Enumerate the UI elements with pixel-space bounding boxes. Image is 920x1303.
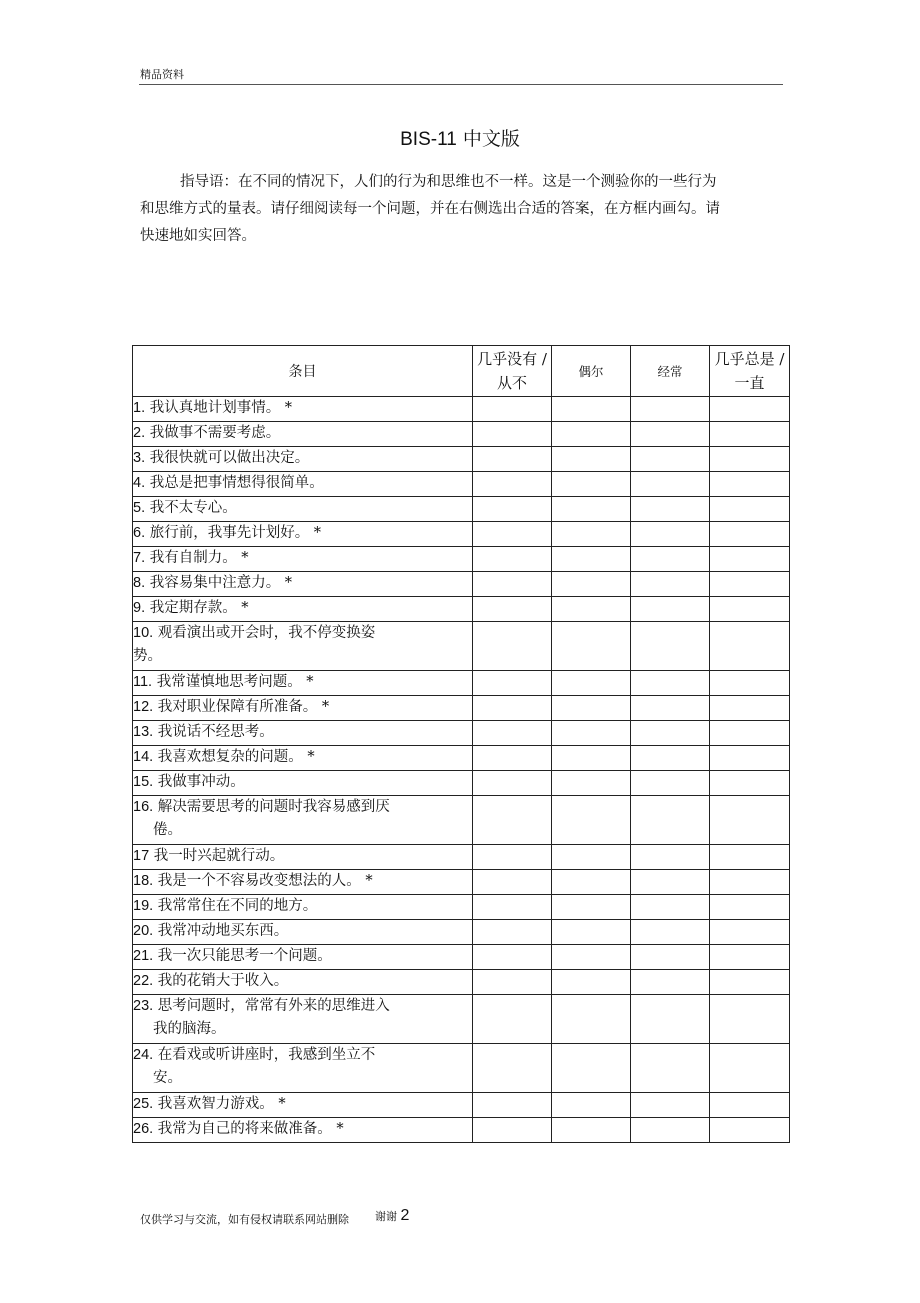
item-number: 7. — [133, 550, 146, 566]
answer-box-never[interactable] — [473, 1044, 552, 1093]
answer-box-always[interactable] — [710, 945, 790, 970]
item-text — [133, 597, 473, 622]
answer-box-occasionally[interactable] — [552, 945, 631, 970]
answer-box-always[interactable] — [710, 497, 790, 522]
footer-page — [375, 1207, 409, 1225]
answer-box-occasionally[interactable] — [552, 572, 631, 597]
footer-note: 仅供学习与交流，如有侵权请联系网站删除 — [140, 1213, 349, 1226]
answer-box-often[interactable] — [631, 397, 710, 422]
answer-box-often[interactable] — [631, 945, 710, 970]
item-line — [133, 472, 472, 495]
table-row — [133, 1118, 790, 1143]
header-divider — [139, 84, 783, 85]
answer-box-often[interactable] — [631, 696, 710, 721]
answer-box-always[interactable] — [710, 920, 790, 945]
item-statement: 我总是把事情想得很简单。 — [149, 475, 324, 491]
answer-box-occasionally[interactable] — [552, 547, 631, 572]
item-number: 15. — [133, 774, 154, 790]
table-row — [133, 497, 790, 522]
column-header-always: 几乎总是 /一直 — [710, 346, 790, 397]
item-text — [133, 970, 473, 995]
item-statement: 我做事冲动。 — [157, 774, 245, 790]
footer-thanks: 谢谢 — [375, 1210, 397, 1223]
item-number: 5. — [133, 500, 146, 516]
item-number: 4. — [133, 475, 146, 491]
item-text — [133, 422, 473, 447]
item-line — [133, 796, 472, 819]
answer-box-always[interactable] — [710, 845, 790, 870]
item-statement: 我常为自己的将来做准备。 * — [157, 1121, 344, 1137]
item-statement: 解决需要思考的问题时我容易感到厌 — [157, 799, 390, 815]
item-statement: 我常冲动地买东西。 — [157, 923, 289, 939]
item-text — [133, 995, 473, 1044]
table-row — [133, 696, 790, 721]
item-statement: 思考问题时，常常有外来的思维进入 — [157, 998, 390, 1014]
answer-box-often[interactable] — [631, 1093, 710, 1118]
answer-box-never[interactable] — [473, 945, 552, 970]
answer-box-often[interactable] — [631, 497, 710, 522]
item-text — [133, 870, 473, 895]
item-statement: 我常谨慎地思考问题。 * — [156, 674, 314, 690]
answer-box-never[interactable] — [473, 522, 552, 547]
answer-box-often[interactable] — [631, 796, 710, 845]
answer-box-never[interactable] — [473, 970, 552, 995]
answer-box-always[interactable] — [710, 870, 790, 895]
answer-box-always[interactable] — [710, 796, 790, 845]
answer-box-occasionally[interactable] — [552, 397, 631, 422]
column-header-never: 几乎没有 /从不 — [473, 346, 552, 397]
answer-box-always[interactable] — [710, 895, 790, 920]
item-text — [133, 845, 473, 870]
item-statement-continued: 我的脑海。 — [153, 1021, 226, 1037]
answer-box-often[interactable] — [631, 597, 710, 622]
answer-box-never[interactable] — [473, 895, 552, 920]
answer-box-never[interactable] — [473, 671, 552, 696]
item-statement: 我对职业保障有所准备。 * — [157, 699, 330, 715]
item-line — [133, 746, 472, 769]
answer-box-occasionally[interactable] — [552, 920, 631, 945]
item-line — [133, 597, 472, 620]
item-line — [133, 397, 472, 420]
answer-box-never[interactable] — [473, 995, 552, 1044]
answer-box-occasionally[interactable] — [552, 447, 631, 472]
table-row — [133, 1044, 790, 1093]
item-text — [133, 1044, 473, 1093]
answer-box-often[interactable] — [631, 895, 710, 920]
item-statement: 我喜欢想复杂的问题。 * — [157, 749, 315, 765]
answer-box-never[interactable] — [473, 870, 552, 895]
item-line — [133, 995, 472, 1018]
item-line — [133, 497, 472, 520]
item-line — [133, 572, 472, 595]
item-statement: 我一时兴起就行动。 — [153, 848, 285, 864]
item-statement-continued: 倦。 — [153, 822, 182, 838]
item-line — [133, 870, 472, 893]
item-text — [133, 696, 473, 721]
answer-box-never[interactable] — [473, 547, 552, 572]
answer-box-often[interactable] — [631, 920, 710, 945]
answer-box-always[interactable] — [710, 1044, 790, 1093]
table-row — [133, 771, 790, 796]
answer-box-often[interactable] — [631, 422, 710, 447]
answer-box-occasionally[interactable] — [552, 622, 631, 671]
answer-box-always[interactable] — [710, 597, 790, 622]
item-number: 10. — [133, 625, 154, 641]
table-row — [133, 920, 790, 945]
table-row — [133, 995, 790, 1044]
item-text — [133, 522, 473, 547]
item-text — [133, 547, 473, 572]
answer-box-occasionally[interactable] — [552, 995, 631, 1044]
answer-box-often[interactable] — [631, 845, 710, 870]
table-row — [133, 572, 790, 597]
answer-box-often[interactable] — [631, 671, 710, 696]
table-header-row — [133, 346, 790, 397]
title-cjk: 中文版 — [462, 128, 520, 150]
item-statement: 我的花销大于收入。 — [157, 973, 289, 989]
answer-box-often[interactable] — [631, 995, 710, 1044]
answer-box-often[interactable] — [631, 746, 710, 771]
answer-box-always[interactable] — [710, 397, 790, 422]
table-row — [133, 472, 790, 497]
item-text — [133, 771, 473, 796]
item-text — [133, 671, 473, 696]
answer-box-often[interactable] — [631, 572, 710, 597]
answer-box-always[interactable] — [710, 970, 790, 995]
answer-box-always[interactable] — [710, 522, 790, 547]
answer-box-often[interactable] — [631, 522, 710, 547]
item-number: 13. — [133, 724, 154, 740]
item-number: 26. — [133, 1121, 154, 1137]
answer-box-occasionally[interactable] — [552, 746, 631, 771]
item-text — [133, 1093, 473, 1118]
header-label: 精品资料 — [140, 68, 184, 81]
instructions — [140, 169, 720, 250]
instructions-text: 指导语：在不同的情况下，人们的行为和思维也不一样。这是一个测验你的一些行为和思维方式的量表。请仔细阅读每一个问题，并在右侧选出合适的答案，在方框内画勾。请快速地如实回答。 — [140, 174, 720, 244]
answer-box-always[interactable] — [710, 771, 790, 796]
item-text — [133, 746, 473, 771]
item-number: 25. — [133, 1096, 154, 1112]
item-line — [133, 721, 472, 744]
answer-box-occasionally[interactable] — [552, 895, 631, 920]
table-row — [133, 597, 790, 622]
item-statement: 观看演出或开会时，我不停变换姿 — [157, 625, 376, 641]
item-number: 9. — [133, 600, 146, 616]
answer-box-often[interactable] — [631, 1118, 710, 1143]
item-text — [133, 920, 473, 945]
answer-box-never[interactable] — [473, 497, 552, 522]
table-row — [133, 522, 790, 547]
item-line — [133, 771, 472, 794]
answer-box-often[interactable] — [631, 721, 710, 746]
item-statement: 我常常住在不同的地方。 — [157, 898, 318, 914]
item-number: 16. — [133, 799, 154, 815]
item-line — [133, 547, 472, 570]
item-number: 24. — [133, 1047, 154, 1063]
answer-box-always[interactable] — [710, 746, 790, 771]
answer-box-often[interactable] — [631, 447, 710, 472]
item-text — [133, 945, 473, 970]
answer-box-never[interactable] — [473, 721, 552, 746]
answer-box-occasionally[interactable] — [552, 845, 631, 870]
answer-box-never[interactable] — [473, 920, 552, 945]
answer-box-occasionally[interactable] — [552, 870, 631, 895]
item-line — [133, 895, 472, 918]
item-line — [133, 671, 472, 694]
item-line — [133, 696, 472, 719]
answer-box-always[interactable] — [710, 472, 790, 497]
item-text — [133, 497, 473, 522]
answer-box-occasionally[interactable] — [552, 721, 631, 746]
item-statement: 我一次只能思考一个问题。 — [157, 948, 332, 964]
item-number: 21. — [133, 948, 154, 964]
answer-box-never[interactable] — [473, 796, 552, 845]
item-text — [133, 572, 473, 597]
answer-box-occasionally[interactable] — [552, 796, 631, 845]
answer-box-occasionally[interactable] — [552, 472, 631, 497]
item-number: 12. — [133, 699, 154, 715]
table-row — [133, 945, 790, 970]
item-statement: 我说话不经思考。 — [157, 724, 274, 740]
answer-box-always[interactable] — [710, 1093, 790, 1118]
item-number: 18. — [133, 873, 154, 889]
answer-box-never[interactable] — [473, 572, 552, 597]
item-statement: 旅行前，我事先计划好。 * — [149, 525, 322, 541]
item-text — [133, 472, 473, 497]
answer-box-often[interactable] — [631, 622, 710, 671]
answer-box-never[interactable] — [473, 622, 552, 671]
item-statement: 我喜欢智力游戏。 * — [157, 1096, 286, 1112]
item-number: 3. — [133, 450, 146, 466]
page-title — [0, 124, 920, 151]
questionnaire-table — [132, 345, 790, 1143]
answer-box-often[interactable] — [631, 472, 710, 497]
answer-box-never[interactable] — [473, 1118, 552, 1143]
page-number: 2 — [400, 1207, 410, 1224]
item-number: 20. — [133, 923, 154, 939]
item-number: 14. — [133, 749, 154, 765]
answer-box-always[interactable] — [710, 995, 790, 1044]
item-text — [133, 721, 473, 746]
answer-box-occasionally[interactable] — [552, 422, 631, 447]
item-line — [133, 920, 472, 943]
answer-box-occasionally[interactable] — [552, 1093, 631, 1118]
answer-box-never[interactable] — [473, 746, 552, 771]
answer-box-never[interactable] — [473, 447, 552, 472]
answer-box-always[interactable] — [710, 671, 790, 696]
answer-box-never[interactable] — [473, 397, 552, 422]
item-statement-continued: 势。 — [133, 648, 162, 664]
item-text — [133, 397, 473, 422]
item-line — [133, 522, 472, 545]
answer-box-occasionally[interactable] — [552, 497, 631, 522]
item-statement: 我做事不需要考虑。 — [149, 425, 281, 441]
answer-box-occasionally[interactable] — [552, 671, 631, 696]
item-line — [133, 422, 472, 445]
item-line — [133, 1093, 472, 1116]
answer-box-occasionally[interactable] — [552, 522, 631, 547]
item-text — [133, 1118, 473, 1143]
item-line — [133, 622, 472, 645]
answer-box-never[interactable] — [473, 597, 552, 622]
column-header-occasionally: 偶尔 — [552, 346, 631, 397]
item-number: 22. — [133, 973, 154, 989]
answer-box-often[interactable] — [631, 1044, 710, 1093]
item-text — [133, 622, 473, 671]
item-line — [133, 447, 472, 470]
table-row — [133, 622, 790, 671]
table-row — [133, 970, 790, 995]
item-text — [133, 447, 473, 472]
item-line — [133, 945, 472, 968]
item-statement: 在看戏或听讲座时，我感到坐立不 — [157, 1047, 376, 1063]
answer-box-occasionally[interactable] — [552, 597, 631, 622]
table-row — [133, 845, 790, 870]
table-row — [133, 447, 790, 472]
item-line — [133, 970, 472, 993]
item-number: 8. — [133, 575, 146, 591]
answer-box-often[interactable] — [631, 547, 710, 572]
item-statement: 我定期存款。 * — [149, 600, 249, 616]
item-text — [133, 796, 473, 845]
table-row — [133, 796, 790, 845]
table-row — [133, 895, 790, 920]
item-statement: 我很快就可以做出决定。 — [149, 450, 310, 466]
item-statement: 我是一个不容易改变想法的人。 * — [157, 873, 373, 889]
answer-box-occasionally[interactable] — [552, 696, 631, 721]
answer-box-often[interactable] — [631, 771, 710, 796]
column-header-item: 条目 — [133, 346, 473, 397]
item-statement-continued: 安。 — [153, 1070, 182, 1086]
item-text — [133, 895, 473, 920]
table-row — [133, 870, 790, 895]
item-number: 17 — [133, 848, 150, 864]
item-number: 11. — [133, 674, 153, 690]
answer-box-often[interactable] — [631, 970, 710, 995]
answer-box-occasionally[interactable] — [552, 1118, 631, 1143]
answer-box-never[interactable] — [473, 771, 552, 796]
answer-box-always[interactable] — [710, 447, 790, 472]
table-row — [133, 671, 790, 696]
item-line — [133, 1044, 472, 1067]
answer-box-never[interactable] — [473, 845, 552, 870]
item-number: 19. — [133, 898, 154, 914]
answer-box-occasionally[interactable] — [552, 771, 631, 796]
item-statement: 我容易集中注意力。 * — [149, 575, 293, 591]
answer-box-always[interactable] — [710, 547, 790, 572]
answer-box-never[interactable] — [473, 422, 552, 447]
column-header-often: 经常 — [631, 346, 710, 397]
answer-box-always[interactable] — [710, 721, 790, 746]
item-number: 23. — [133, 998, 154, 1014]
item-statement: 我不太专心。 — [149, 500, 237, 516]
item-statement: 我认真地计划事情。 * — [149, 400, 293, 416]
table-row — [133, 721, 790, 746]
item-line — [133, 845, 472, 868]
answer-box-often[interactable] — [631, 870, 710, 895]
table-row — [133, 547, 790, 572]
answer-box-occasionally[interactable] — [552, 970, 631, 995]
answer-box-always[interactable] — [710, 422, 790, 447]
table-row — [133, 422, 790, 447]
item-number: 6. — [133, 525, 146, 541]
table-row — [133, 1093, 790, 1118]
answer-box-never[interactable] — [473, 472, 552, 497]
title-latin: BIS-11 — [400, 129, 457, 150]
answer-box-never[interactable] — [473, 696, 552, 721]
item-number: 2. — [133, 425, 146, 441]
answer-box-always[interactable] — [710, 572, 790, 597]
item-number: 1. — [133, 400, 146, 416]
table-row — [133, 746, 790, 771]
answer-box-never[interactable] — [473, 1093, 552, 1118]
item-line — [133, 1118, 472, 1141]
answer-box-occasionally[interactable] — [552, 1044, 631, 1093]
item-statement: 我有自制力。 * — [149, 550, 249, 566]
answer-box-always[interactable] — [710, 622, 790, 671]
answer-box-always[interactable] — [710, 696, 790, 721]
answer-box-always[interactable] — [710, 1118, 790, 1143]
table-row — [133, 397, 790, 422]
